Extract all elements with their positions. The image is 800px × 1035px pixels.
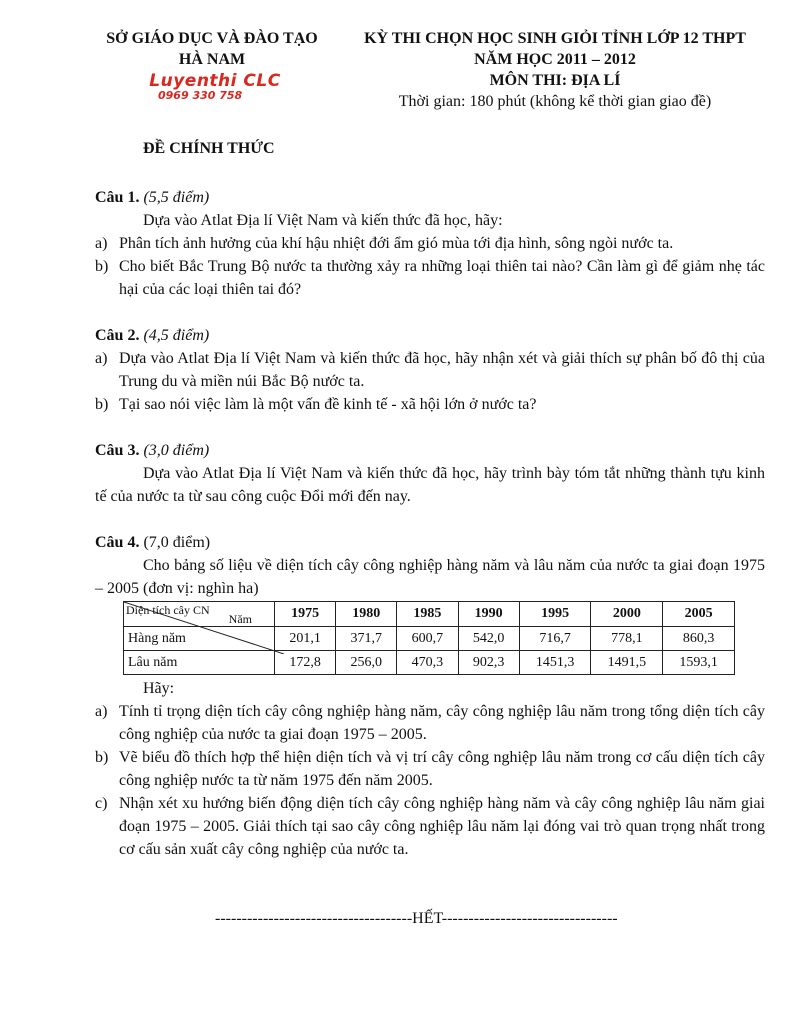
question-2a-text: Dựa vào Atlat Địa lí Việt Nam và kiến thức đã học, hãy nhận xét và giải thích sự phân bố đô thị của Trung du và miền núi Bắc Bộ nước ta.: [119, 350, 765, 390]
question-2-label: Câu 2.: [95, 327, 140, 344]
year-header: 2005: [663, 602, 735, 627]
stamp-phone: 0969 330 758: [158, 89, 243, 102]
exam-body: [95, 186, 765, 861]
question-4a-marker: a): [95, 703, 108, 720]
table-cell: 1593,1: [663, 651, 735, 675]
issuer-province: HÀ NAM: [178, 51, 246, 68]
question-4-intro: Cho bảng số liệu về diện tích cây công nghiệp hàng năm và lâu năm của nước ta giai đoạn 1975 – 2005 (đơn vị: nghìn ha): [95, 557, 765, 597]
question-4a-text: Tính tỉ trọng diện tích cây công nghiệp hàng năm, cây công nghiệp lâu năm trong tổng diện tích cây công nghiệp của nước ta giai đoạn 1975 – 2005.: [119, 703, 765, 743]
question-4-title: [95, 531, 765, 554]
crop-area-table: [123, 601, 735, 675]
exam-title: KỲ THI CHỌN HỌC SINH GIỎI TỈNH LỚP 12 THPT: [364, 30, 746, 47]
question-4b-text: Vẽ biểu đồ thích hợp thể hiện diện tích và vị trí cây công nghiệp lâu năm trong cơ cấu diện tích cây công nghiệp nước ta từ năm 1975 đến năm 2005.: [119, 749, 765, 789]
table-cell: 778,1: [591, 627, 663, 651]
question-3-title: [95, 439, 765, 462]
question-4-label: Câu 4.: [95, 534, 140, 551]
exam-duration: Thời gian: 180 phút (không kể thời gian giao đề): [398, 93, 712, 110]
table-cell: 902,3: [458, 651, 519, 675]
year-header: 1975: [275, 602, 336, 627]
table-cell: 201,1: [275, 627, 336, 651]
question-2a-marker: a): [95, 350, 108, 367]
question-2-points: (4,5 điểm): [143, 327, 210, 344]
question-4-points: (7,0 điểm): [143, 534, 211, 551]
end-marker: -------------------------------------HẾT---------------------------------: [215, 910, 618, 927]
question-1-points: (5,5 điểm): [143, 189, 210, 206]
corner-label-area: Diện tích cây CN: [126, 603, 210, 617]
table-cell: 1451,3: [519, 651, 591, 675]
question-2b-text: Tại sao nói việc làm là một vấn đề kinh tế - xã hội lớn ở nước ta?: [119, 396, 537, 413]
question-1-intro: Dựa vào Atlat Địa lí Việt Nam và kiến thức đã học, hãy:: [143, 212, 503, 229]
row-label: Hàng năm: [124, 627, 275, 651]
question-1b-text: Cho biết Bắc Trung Bộ nước ta thường xảy ra những loại thiên tai nào? Cần làm gì để giảm nhẹ tác hại của các loại thiên tai đó?: [119, 258, 765, 298]
question-1a: [95, 232, 765, 255]
year-header: 2000: [591, 602, 663, 627]
table-cell: 172,8: [275, 651, 336, 675]
question-1b: [95, 255, 765, 301]
question-2a: [95, 347, 765, 393]
year-header: 1990: [458, 602, 519, 627]
question-4b-marker: b): [95, 749, 109, 766]
issuer-department: SỞ GIÁO DỤC VÀ ĐÀO TẠO: [106, 30, 318, 47]
exam-info-block: [340, 28, 770, 112]
table-cell: 860,3: [663, 627, 735, 651]
table-row: [124, 651, 735, 675]
table-cell: 542,0: [458, 627, 519, 651]
year-header: 1995: [519, 602, 591, 627]
year-header: 1985: [397, 602, 458, 627]
question-1-title: [95, 186, 765, 209]
table-cell: 600,7: [397, 627, 458, 651]
row-label: Lâu năm: [124, 651, 275, 675]
question-4a: [95, 700, 765, 746]
question-4-prompt: Hãy:: [143, 680, 175, 697]
question-4b: [95, 746, 765, 792]
table-cell: 716,7: [519, 627, 591, 651]
table-cell: 371,7: [336, 627, 397, 651]
question-4c-marker: c): [95, 795, 108, 812]
question-4c-text: Nhận xét xu hướng biến động diện tích cây công nghiệp hàng năm và cây công nghiệp lâu năm giai đoạn 1975 – 2005. Giải thích tại sao cây công nghiệp lâu năm lại đóng vai trò quan trọng nhất trong cơ cấu sản xuất cây công nghiệp của nước ta.: [119, 795, 765, 858]
stamp-brand: Luyenthi CLC: [149, 71, 281, 91]
question-1b-marker: b): [95, 258, 109, 275]
question-3-text: Dựa vào Atlat Địa lí Việt Nam và kiến thức đã học, hãy trình bày tóm tắt những thành tựu kinh tế của nước ta từ sau công cuộc Đổi mới đến nay.: [95, 465, 765, 505]
question-2-title: [95, 324, 765, 347]
table-corner-cell: [124, 602, 275, 627]
table-cell: 256,0: [336, 651, 397, 675]
table-cell: 1491,5: [591, 651, 663, 675]
question-3-label: Câu 3.: [95, 442, 140, 459]
question-2b: [95, 393, 765, 416]
issuer-block: [92, 28, 332, 70]
table-cell: 470,3: [397, 651, 458, 675]
exam-year: NĂM HỌC 2011 – 2012: [474, 51, 636, 68]
question-1a-text: Phân tích ảnh hưởng của khí hậu nhiệt đới ẩm gió mùa tới địa hình, sông ngòi nước ta.: [119, 235, 674, 252]
question-3-points: (3,0 điểm): [143, 442, 210, 459]
exam-subject: MÔN THI: ĐỊA LÍ: [489, 72, 621, 89]
official-label: ĐỀ CHÍNH THỨC: [143, 140, 275, 157]
question-1-label: Câu 1.: [95, 189, 140, 206]
watermark-stamp: [130, 72, 300, 102]
question-2b-marker: b): [95, 396, 109, 413]
question-4c: [95, 792, 765, 861]
corner-label-year: Năm: [228, 612, 252, 626]
question-1a-marker: a): [95, 235, 108, 252]
table-header-row: [124, 602, 735, 627]
year-header: 1980: [336, 602, 397, 627]
